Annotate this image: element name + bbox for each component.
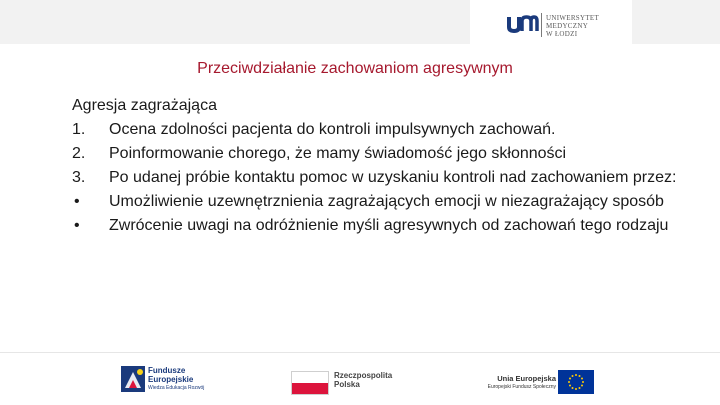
fundusze-europejskie-logo-icon: [121, 366, 145, 392]
fundusze-subtitle: Wiedza Edukacja Rozwój: [148, 385, 205, 391]
um-logo-icon: [507, 14, 539, 34]
slide-title: Przeciwdziałanie zachowaniom agresywnym: [197, 60, 513, 77]
slide-content: [72, 94, 692, 238]
university-name-line-1: UNIWERSYTET: [546, 14, 600, 22]
rp-line-2: Polska: [334, 380, 360, 389]
university-name-line-2: MEDYCZNY: [546, 22, 589, 30]
ue-line-1: Unia Europejska: [497, 374, 556, 383]
list-item-text: Ocena zdolności pacjenta do kontroli impulsywnych zachowań.: [109, 121, 556, 138]
list-item: [72, 166, 692, 190]
rzeczpospolita-polska-text: [334, 371, 392, 389]
section-heading: Agresja zagrażająca: [72, 97, 217, 114]
list-number: 1.: [72, 121, 86, 138]
unia-europejska-text: [480, 375, 556, 391]
bullet-icon: •: [74, 217, 80, 234]
logo-separator: [541, 13, 542, 37]
list-item-text: Poinformowanie chorego, że mamy świadomość jego skłonności: [109, 145, 567, 162]
bullet-item-text: Zwrócenie uwagi na odróżnienie myśli agresywnych od zachowań tego rodzaju: [109, 217, 669, 234]
list-item-text: Po udanej próbie kontaktu pomoc w uzyskaniu kontroli nad zachowaniem przez:: [109, 169, 677, 186]
university-name-line-3: W ŁODZI: [546, 30, 578, 38]
bullet-item: [72, 190, 692, 214]
ue-subtitle: Europejski Fundusz Społeczny: [487, 384, 556, 390]
bullet-icon: •: [74, 193, 80, 210]
bullet-item: [72, 214, 692, 238]
fundusze-europejskie-text: [148, 367, 204, 393]
polish-flag-icon: [291, 371, 329, 395]
eu-flag-icon: [558, 370, 594, 394]
list-number: 2.: [72, 145, 86, 162]
rp-line-1: Rzeczpospolita: [334, 371, 393, 380]
fundusze-line-2: Europejskie: [148, 374, 194, 384]
list-number: 3.: [72, 169, 86, 186]
footer-logos: [0, 353, 720, 405]
university-name: [546, 14, 599, 38]
list-item: [72, 118, 692, 142]
bullet-item-text: Umożliwienie uzewnętrznienia zagrażających emocji w niezagrażający sposób: [109, 193, 664, 210]
fundusze-line-1: Fundusze: [148, 366, 186, 375]
list-item: [72, 142, 692, 166]
